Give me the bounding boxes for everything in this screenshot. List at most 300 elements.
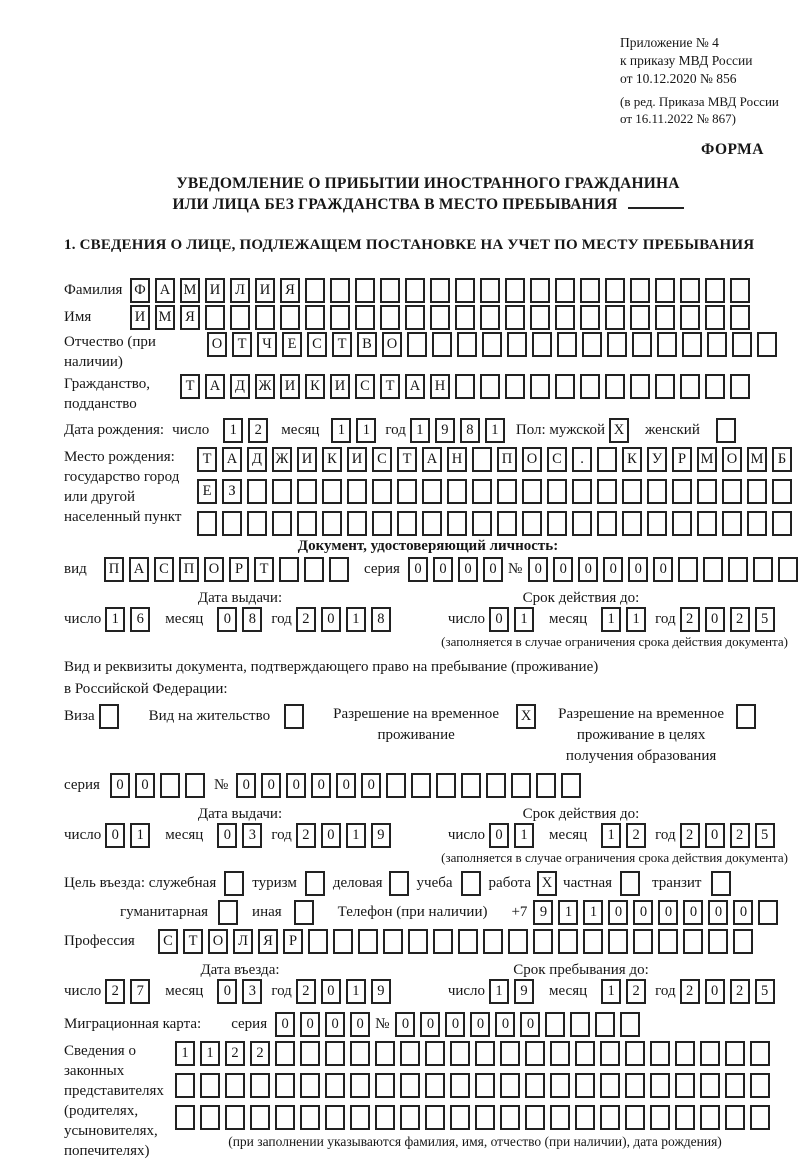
char-cell[interactable]: [355, 278, 375, 303]
char-cell[interactable]: 2: [730, 823, 750, 848]
char-cell[interactable]: [555, 374, 575, 399]
char-cell[interactable]: [375, 1073, 395, 1098]
char-cell[interactable]: [728, 557, 748, 582]
char-cell[interactable]: 1: [583, 900, 603, 925]
char-cell[interactable]: 0: [528, 557, 548, 582]
char-cell[interactable]: [700, 1041, 720, 1066]
char-cell[interactable]: 0: [553, 557, 573, 582]
char-cell[interactable]: 0: [420, 1012, 440, 1037]
char-cell[interactable]: 0: [470, 1012, 490, 1037]
char-cell[interactable]: П: [104, 557, 124, 582]
char-cell[interactable]: [650, 1105, 670, 1130]
char-cell[interactable]: [480, 374, 500, 399]
char-cell[interactable]: [400, 1073, 420, 1098]
char-cell[interactable]: 7: [130, 979, 150, 1004]
char-cell[interactable]: [497, 511, 517, 536]
char-cell[interactable]: [697, 511, 717, 536]
purpose-official-checkbox[interactable]: [224, 871, 244, 896]
char-cell[interactable]: [672, 479, 692, 504]
char-cell[interactable]: [197, 511, 217, 536]
char-cell[interactable]: [475, 1041, 495, 1066]
char-cell[interactable]: 2: [626, 979, 646, 1004]
char-cell[interactable]: [500, 1073, 520, 1098]
char-cell[interactable]: [275, 1073, 295, 1098]
char-cell[interactable]: 0: [395, 1012, 415, 1037]
char-cell[interactable]: С: [158, 929, 178, 954]
char-cell[interactable]: [595, 1012, 615, 1037]
char-cell[interactable]: [625, 1041, 645, 1066]
char-cell[interactable]: 0: [135, 773, 155, 798]
char-cell[interactable]: [658, 929, 678, 954]
char-cell[interactable]: [572, 479, 592, 504]
char-cell[interactable]: [380, 278, 400, 303]
purpose-work-checkbox[interactable]: X: [537, 871, 557, 896]
char-cell[interactable]: [750, 1105, 770, 1130]
char-cell[interactable]: 0: [321, 979, 341, 1004]
char-cell[interactable]: 1: [410, 418, 430, 443]
char-cell[interactable]: [508, 929, 528, 954]
char-cell[interactable]: Р: [283, 929, 303, 954]
char-cell[interactable]: [432, 332, 452, 357]
purpose-private-checkbox[interactable]: [620, 871, 640, 896]
char-cell[interactable]: [475, 1073, 495, 1098]
char-cell[interactable]: .: [572, 447, 592, 472]
char-cell[interactable]: Т: [397, 447, 417, 472]
char-cell[interactable]: [347, 479, 367, 504]
char-cell[interactable]: 0: [321, 823, 341, 848]
char-cell[interactable]: 0: [628, 557, 648, 582]
char-cell[interactable]: 1: [331, 418, 351, 443]
char-cell[interactable]: 0: [705, 979, 725, 1004]
char-cell[interactable]: [547, 479, 567, 504]
char-cell[interactable]: [655, 278, 675, 303]
char-cell[interactable]: [458, 929, 478, 954]
char-cell[interactable]: 9: [533, 900, 553, 925]
char-cell[interactable]: 5: [755, 979, 775, 1004]
char-cell[interactable]: [532, 332, 552, 357]
char-cell[interactable]: [545, 1012, 565, 1037]
char-cell[interactable]: [683, 929, 703, 954]
char-cell[interactable]: У: [647, 447, 667, 472]
char-cell[interactable]: [185, 773, 205, 798]
char-cell[interactable]: [175, 1105, 195, 1130]
char-cell[interactable]: [530, 278, 550, 303]
char-cell[interactable]: [330, 278, 350, 303]
char-cell[interactable]: 1: [485, 418, 505, 443]
char-cell[interactable]: [350, 1041, 370, 1066]
char-cell[interactable]: [722, 511, 742, 536]
char-cell[interactable]: И: [330, 374, 350, 399]
char-cell[interactable]: А: [405, 374, 425, 399]
char-cell[interactable]: 6: [130, 607, 150, 632]
char-cell[interactable]: 0: [408, 557, 428, 582]
char-cell[interactable]: [405, 305, 425, 330]
char-cell[interactable]: 0: [300, 1012, 320, 1037]
char-cell[interactable]: [675, 1041, 695, 1066]
char-cell[interactable]: [450, 1041, 470, 1066]
char-cell[interactable]: Т: [380, 374, 400, 399]
char-cell[interactable]: А: [422, 447, 442, 472]
char-cell[interactable]: [730, 305, 750, 330]
char-cell[interactable]: И: [255, 278, 275, 303]
char-cell[interactable]: [675, 1073, 695, 1098]
char-cell[interactable]: [272, 479, 292, 504]
char-cell[interactable]: [500, 1105, 520, 1130]
char-cell[interactable]: [486, 773, 506, 798]
char-cell[interactable]: [230, 305, 250, 330]
char-cell[interactable]: [625, 1073, 645, 1098]
char-cell[interactable]: Е: [282, 332, 302, 357]
char-cell[interactable]: 1: [558, 900, 578, 925]
char-cell[interactable]: [350, 1073, 370, 1098]
char-cell[interactable]: [570, 1012, 590, 1037]
char-cell[interactable]: 2: [225, 1041, 245, 1066]
char-cell[interactable]: 1: [356, 418, 376, 443]
char-cell[interactable]: [275, 1105, 295, 1130]
char-cell[interactable]: 0: [520, 1012, 540, 1037]
char-cell[interactable]: [472, 447, 492, 472]
char-cell[interactable]: 0: [286, 773, 306, 798]
char-cell[interactable]: 0: [603, 557, 623, 582]
char-cell[interactable]: [680, 278, 700, 303]
char-cell[interactable]: [222, 511, 242, 536]
char-cell[interactable]: О: [722, 447, 742, 472]
char-cell[interactable]: [297, 511, 317, 536]
char-cell[interactable]: [279, 557, 299, 582]
char-cell[interactable]: 2: [296, 823, 316, 848]
char-cell[interactable]: [630, 374, 650, 399]
char-cell[interactable]: [555, 305, 575, 330]
char-cell[interactable]: [247, 511, 267, 536]
char-cell[interactable]: [650, 1041, 670, 1066]
char-cell[interactable]: [622, 479, 642, 504]
char-cell[interactable]: [425, 1105, 445, 1130]
char-cell[interactable]: [297, 479, 317, 504]
char-cell[interactable]: [675, 1105, 695, 1130]
char-cell[interactable]: 3: [242, 823, 262, 848]
char-cell[interactable]: [507, 332, 527, 357]
char-cell[interactable]: [625, 1105, 645, 1130]
char-cell[interactable]: [422, 479, 442, 504]
char-cell[interactable]: [536, 773, 556, 798]
char-cell[interactable]: [597, 479, 617, 504]
char-cell[interactable]: [722, 479, 742, 504]
char-cell[interactable]: [160, 773, 180, 798]
char-cell[interactable]: О: [522, 447, 542, 472]
char-cell[interactable]: [461, 773, 481, 798]
char-cell[interactable]: 9: [371, 979, 391, 1004]
purpose-tourism-checkbox[interactable]: [305, 871, 325, 896]
char-cell[interactable]: [575, 1105, 595, 1130]
char-cell[interactable]: [350, 1105, 370, 1130]
residence-permit-checkbox[interactable]: [284, 704, 304, 729]
char-cell[interactable]: [707, 332, 727, 357]
char-cell[interactable]: [447, 479, 467, 504]
char-cell[interactable]: [505, 305, 525, 330]
char-cell[interactable]: [558, 929, 578, 954]
char-cell[interactable]: М: [747, 447, 767, 472]
char-cell[interactable]: Т: [332, 332, 352, 357]
char-cell[interactable]: 9: [371, 823, 391, 848]
char-cell[interactable]: [455, 374, 475, 399]
char-cell[interactable]: [650, 1073, 670, 1098]
char-cell[interactable]: [397, 511, 417, 536]
char-cell[interactable]: [322, 479, 342, 504]
char-cell[interactable]: 2: [296, 607, 316, 632]
char-cell[interactable]: 2: [105, 979, 125, 1004]
char-cell[interactable]: С: [154, 557, 174, 582]
char-cell[interactable]: [308, 929, 328, 954]
char-cell[interactable]: 0: [217, 607, 237, 632]
char-cell[interactable]: К: [322, 447, 342, 472]
char-cell[interactable]: [200, 1105, 220, 1130]
char-cell[interactable]: [322, 511, 342, 536]
char-cell[interactable]: С: [372, 447, 392, 472]
char-cell[interactable]: Я: [258, 929, 278, 954]
char-cell[interactable]: [225, 1105, 245, 1130]
char-cell[interactable]: 0: [705, 823, 725, 848]
char-cell[interactable]: 8: [460, 418, 480, 443]
char-cell[interactable]: [705, 374, 725, 399]
char-cell[interactable]: Р: [672, 447, 692, 472]
char-cell[interactable]: Н: [447, 447, 467, 472]
char-cell[interactable]: П: [497, 447, 517, 472]
purpose-business-checkbox[interactable]: [389, 871, 409, 896]
char-cell[interactable]: [778, 557, 798, 582]
char-cell[interactable]: [407, 332, 427, 357]
char-cell[interactable]: [225, 1073, 245, 1098]
char-cell[interactable]: [633, 929, 653, 954]
char-cell[interactable]: [525, 1041, 545, 1066]
char-cell[interactable]: [705, 305, 725, 330]
char-cell[interactable]: 2: [680, 823, 700, 848]
char-cell[interactable]: 1: [200, 1041, 220, 1066]
char-cell[interactable]: 0: [275, 1012, 295, 1037]
char-cell[interactable]: [472, 479, 492, 504]
char-cell[interactable]: [582, 332, 602, 357]
char-cell[interactable]: М: [180, 278, 200, 303]
char-cell[interactable]: [547, 511, 567, 536]
char-cell[interactable]: [330, 305, 350, 330]
char-cell[interactable]: К: [305, 374, 325, 399]
char-cell[interactable]: 0: [608, 900, 628, 925]
char-cell[interactable]: [425, 1041, 445, 1066]
char-cell[interactable]: З: [222, 479, 242, 504]
char-cell[interactable]: [455, 278, 475, 303]
char-cell[interactable]: [533, 929, 553, 954]
char-cell[interactable]: 2: [730, 979, 750, 1004]
char-cell[interactable]: [725, 1073, 745, 1098]
char-cell[interactable]: 1: [346, 979, 366, 1004]
char-cell[interactable]: [672, 511, 692, 536]
char-cell[interactable]: [750, 1041, 770, 1066]
char-cell[interactable]: С: [355, 374, 375, 399]
char-cell[interactable]: [272, 511, 292, 536]
char-cell[interactable]: [530, 305, 550, 330]
char-cell[interactable]: 0: [495, 1012, 515, 1037]
char-cell[interactable]: [632, 332, 652, 357]
char-cell[interactable]: 1: [514, 823, 534, 848]
char-cell[interactable]: 0: [336, 773, 356, 798]
char-cell[interactable]: И: [347, 447, 367, 472]
char-cell[interactable]: Ж: [255, 374, 275, 399]
purpose-transit-checkbox[interactable]: [711, 871, 731, 896]
char-cell[interactable]: [304, 557, 324, 582]
char-cell[interactable]: Т: [232, 332, 252, 357]
char-cell[interactable]: [680, 374, 700, 399]
char-cell[interactable]: [505, 278, 525, 303]
char-cell[interactable]: [580, 374, 600, 399]
char-cell[interactable]: [605, 278, 625, 303]
char-cell[interactable]: 2: [680, 607, 700, 632]
char-cell[interactable]: [205, 305, 225, 330]
char-cell[interactable]: О: [208, 929, 228, 954]
char-cell[interactable]: [450, 1105, 470, 1130]
char-cell[interactable]: [700, 1073, 720, 1098]
char-cell[interactable]: 1: [223, 418, 243, 443]
char-cell[interactable]: [329, 557, 349, 582]
char-cell[interactable]: [475, 1105, 495, 1130]
char-cell[interactable]: [561, 773, 581, 798]
char-cell[interactable]: [708, 929, 728, 954]
char-cell[interactable]: [647, 511, 667, 536]
char-cell[interactable]: [657, 332, 677, 357]
char-cell[interactable]: [386, 773, 406, 798]
char-cell[interactable]: 0: [653, 557, 673, 582]
char-cell[interactable]: [600, 1041, 620, 1066]
char-cell[interactable]: 0: [433, 557, 453, 582]
char-cell[interactable]: 0: [683, 900, 703, 925]
char-cell[interactable]: [682, 332, 702, 357]
char-cell[interactable]: [733, 929, 753, 954]
char-cell[interactable]: [730, 374, 750, 399]
char-cell[interactable]: 0: [633, 900, 653, 925]
char-cell[interactable]: [422, 511, 442, 536]
char-cell[interactable]: [425, 1073, 445, 1098]
char-cell[interactable]: 0: [458, 557, 478, 582]
char-cell[interactable]: 1: [601, 607, 621, 632]
char-cell[interactable]: М: [155, 305, 175, 330]
char-cell[interactable]: 0: [350, 1012, 370, 1037]
char-cell[interactable]: [620, 1012, 640, 1037]
char-cell[interactable]: [305, 305, 325, 330]
char-cell[interactable]: Б: [772, 447, 792, 472]
char-cell[interactable]: Т: [197, 447, 217, 472]
char-cell[interactable]: 1: [514, 607, 534, 632]
char-cell[interactable]: [250, 1073, 270, 1098]
char-cell[interactable]: [678, 557, 698, 582]
char-cell[interactable]: [480, 305, 500, 330]
char-cell[interactable]: [325, 1041, 345, 1066]
char-cell[interactable]: [333, 929, 353, 954]
char-cell[interactable]: Т: [183, 929, 203, 954]
char-cell[interactable]: [597, 511, 617, 536]
char-cell[interactable]: [247, 479, 267, 504]
char-cell[interactable]: [725, 1105, 745, 1130]
char-cell[interactable]: [200, 1073, 220, 1098]
char-cell[interactable]: 0: [483, 557, 503, 582]
char-cell[interactable]: О: [207, 332, 227, 357]
char-cell[interactable]: [550, 1041, 570, 1066]
temp-residence-checkbox[interactable]: X: [516, 704, 536, 729]
char-cell[interactable]: Т: [254, 557, 274, 582]
male-checkbox[interactable]: X: [609, 418, 629, 443]
char-cell[interactable]: 0: [489, 823, 509, 848]
char-cell[interactable]: [347, 511, 367, 536]
char-cell[interactable]: [583, 929, 603, 954]
char-cell[interactable]: Р: [229, 557, 249, 582]
char-cell[interactable]: И: [130, 305, 150, 330]
char-cell[interactable]: 0: [705, 607, 725, 632]
char-cell[interactable]: [680, 305, 700, 330]
char-cell[interactable]: [358, 929, 378, 954]
char-cell[interactable]: 2: [250, 1041, 270, 1066]
char-cell[interactable]: 1: [346, 823, 366, 848]
char-cell[interactable]: [525, 1105, 545, 1130]
char-cell[interactable]: [325, 1073, 345, 1098]
char-cell[interactable]: 1: [130, 823, 150, 848]
char-cell[interactable]: А: [205, 374, 225, 399]
char-cell[interactable]: [600, 1105, 620, 1130]
char-cell[interactable]: 0: [110, 773, 130, 798]
char-cell[interactable]: [405, 278, 425, 303]
char-cell[interactable]: 0: [658, 900, 678, 925]
char-cell[interactable]: [250, 1105, 270, 1130]
char-cell[interactable]: Д: [247, 447, 267, 472]
char-cell[interactable]: 0: [217, 823, 237, 848]
char-cell[interactable]: 0: [311, 773, 331, 798]
char-cell[interactable]: [700, 1105, 720, 1130]
char-cell[interactable]: [522, 511, 542, 536]
char-cell[interactable]: [483, 929, 503, 954]
char-cell[interactable]: 1: [601, 979, 621, 1004]
char-cell[interactable]: [705, 278, 725, 303]
char-cell[interactable]: Д: [230, 374, 250, 399]
char-cell[interactable]: [480, 278, 500, 303]
purpose-study-checkbox[interactable]: [461, 871, 481, 896]
char-cell[interactable]: [280, 305, 300, 330]
char-cell[interactable]: 0: [445, 1012, 465, 1037]
char-cell[interactable]: 3: [242, 979, 262, 1004]
char-cell[interactable]: 0: [236, 773, 256, 798]
char-cell[interactable]: А: [222, 447, 242, 472]
char-cell[interactable]: 0: [321, 607, 341, 632]
char-cell[interactable]: 0: [261, 773, 281, 798]
char-cell[interactable]: [730, 278, 750, 303]
char-cell[interactable]: [703, 557, 723, 582]
char-cell[interactable]: [575, 1073, 595, 1098]
char-cell[interactable]: С: [547, 447, 567, 472]
char-cell[interactable]: [397, 479, 417, 504]
char-cell[interactable]: 8: [371, 607, 391, 632]
char-cell[interactable]: М: [697, 447, 717, 472]
char-cell[interactable]: [325, 1105, 345, 1130]
char-cell[interactable]: Е: [197, 479, 217, 504]
char-cell[interactable]: Л: [233, 929, 253, 954]
female-checkbox[interactable]: [716, 418, 736, 443]
char-cell[interactable]: 0: [708, 900, 728, 925]
char-cell[interactable]: [580, 305, 600, 330]
char-cell[interactable]: [372, 511, 392, 536]
char-cell[interactable]: [557, 332, 577, 357]
char-cell[interactable]: [430, 278, 450, 303]
char-cell[interactable]: [525, 1073, 545, 1098]
char-cell[interactable]: 8: [242, 607, 262, 632]
char-cell[interactable]: [647, 479, 667, 504]
char-cell[interactable]: О: [204, 557, 224, 582]
char-cell[interactable]: [580, 278, 600, 303]
char-cell[interactable]: [305, 278, 325, 303]
